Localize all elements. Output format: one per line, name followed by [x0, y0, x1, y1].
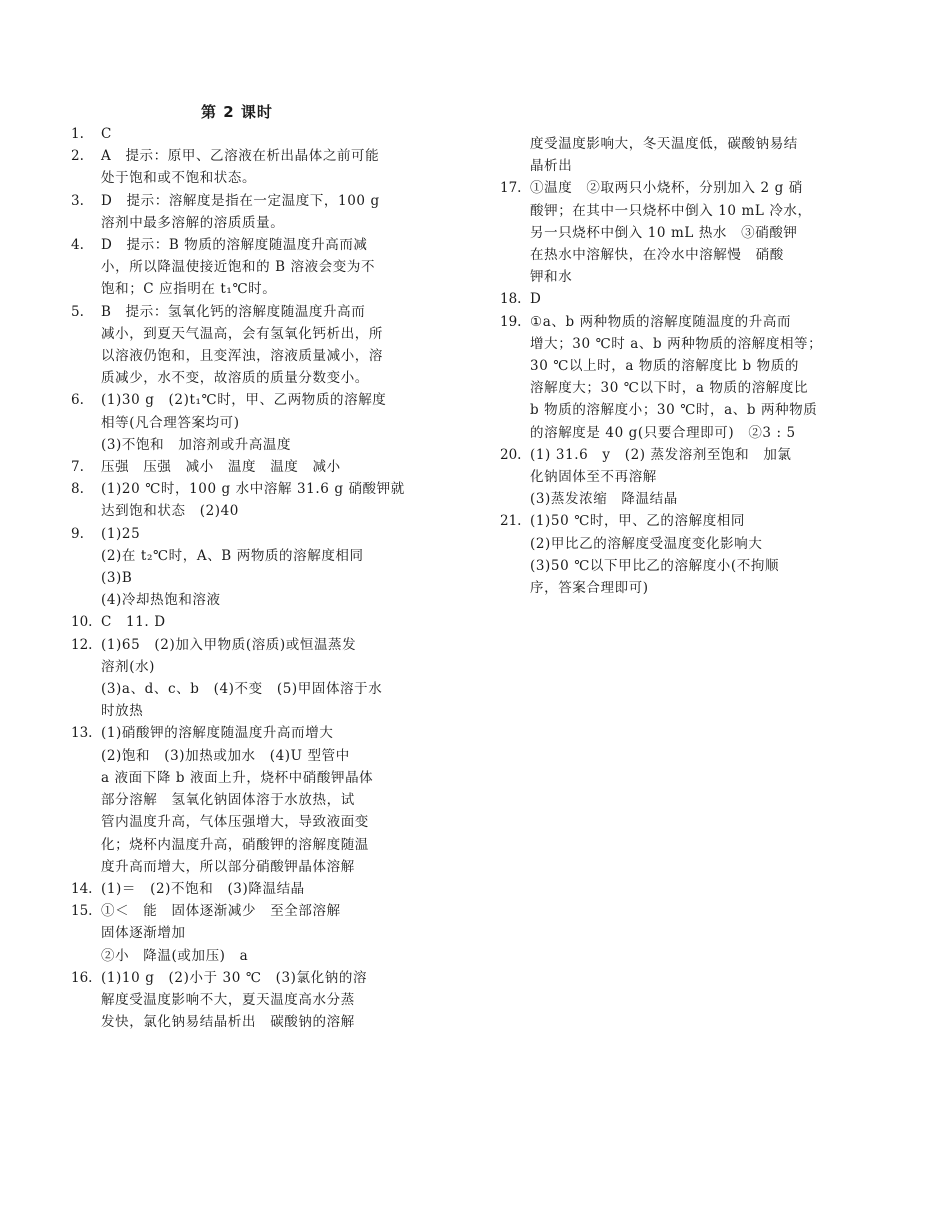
answer-item [500, 133, 820, 177]
answer-line: 处于饱和或不饱和状态。 [101, 170, 257, 187]
answer-number: 6. [71, 392, 84, 409]
answer-line: ①＜ 能 固体逐渐减少 至全部溶解 [101, 903, 341, 920]
answer-body [530, 311, 822, 444]
answer-number: 20. [500, 446, 522, 463]
answer-body [101, 389, 391, 456]
answer-body [530, 444, 820, 511]
answer-line: (1)硝酸钾的溶解度随温度升高而增大 [101, 725, 334, 742]
answer-line: B 提示：氢氧化钙的溶解度随温度升高而 [101, 303, 366, 320]
answer-line: (1)30 g (2)t₁℃时，甲、乙两物质的溶解度 [101, 392, 387, 409]
answer-line: D 提示：B 物质的溶解度随温度升高而减 [101, 237, 368, 254]
answer-number: 19. [500, 313, 522, 330]
answer-line: 饱和；C 应指明在 t₁℃时。 [101, 281, 277, 298]
answer-line: D [530, 291, 542, 308]
answer-line: (3)不饱和 加溶剂或升高温度 [101, 436, 292, 453]
answer-line: 以溶液仍饱和，且变浑浊，溶液质量减小，溶 [101, 348, 383, 365]
answer-item [71, 478, 405, 522]
answer-body [101, 190, 391, 234]
answer-line: 的溶解度是 40 g(只要合理即可) ②3 : 5 [530, 424, 796, 441]
answer-line: (1)10 g (2)小于 30 ℃ (3)氯化钠的溶 [101, 969, 368, 986]
answer-line: 化钠固体至不再溶解 [530, 469, 657, 486]
answer-number: 9. [71, 525, 84, 542]
answer-line: 部分溶解 氢氧化钠固体溶于水放热，试 [101, 792, 355, 809]
answer-line: 溶剂(水) [101, 658, 156, 675]
answer-line: (2)甲比乙的溶解度受温度变化影响大 [530, 535, 763, 552]
answer-line: 度升高而增大，所以部分硝酸钾晶体溶解 [101, 858, 355, 875]
answer-body [530, 177, 820, 288]
answer-line: 序，答案合理即可) [530, 580, 649, 597]
answer-body [101, 478, 405, 522]
answer-item [71, 301, 391, 390]
answer-item [71, 967, 391, 1034]
answer-line: (3)B [101, 570, 133, 587]
answer-body [101, 722, 391, 877]
answer-line: 解度受温度影响不大，夏天温度高水分蒸 [101, 991, 355, 1008]
answer-item [71, 389, 391, 456]
answer-line: (2)饱和 (3)加热或加水 (4)U 型管中 [101, 747, 350, 764]
answer-number: 2. [71, 148, 84, 165]
answer-body [101, 967, 391, 1034]
answer-line: ②小 降温(或加压) a [101, 947, 249, 964]
answer-line: (1)65 (2)加入甲物质(溶质)或恒温蒸发 [101, 636, 357, 653]
answer-body [101, 301, 391, 390]
answer-number: 5. [71, 303, 84, 320]
answer-line: a 液面下降 b 液面上升，烧杯中硝酸钾晶体 [101, 769, 374, 786]
answer-line: A 提示：原甲、乙溶液在析出晶体之前可能 [101, 148, 380, 165]
answer-number: 18. [500, 291, 522, 308]
answer-line: (3)50 ℃以下甲比乙的溶解度小(不拘顺 [530, 557, 780, 574]
answer-body [101, 878, 391, 900]
answer-item [500, 311, 823, 444]
answer-item [71, 190, 391, 234]
answer-line: (1)20 ℃时，100 g 水中溶解 31.6 g 硝酸钾就 [101, 481, 405, 498]
answer-body [530, 133, 820, 177]
answer-line: 固体逐渐增加 [101, 925, 186, 942]
answer-line: (3)蒸发浓缩 降温结晶 [530, 491, 678, 508]
answer-body [101, 145, 391, 189]
answer-number: 10. [71, 614, 93, 631]
answer-line: 质减少，水不变，故溶质的质量分数变小。 [101, 370, 369, 387]
answer-line: b 物质的溶解度小；30 ℃时，a、b 两种物质 [530, 402, 818, 419]
answer-item [71, 123, 391, 145]
answer-line: 溶剂中最多溶解的溶质质量。 [101, 214, 285, 231]
answer-line: 达到饱和状态 (2)40 [101, 503, 240, 520]
answer-number: 13. [71, 725, 93, 742]
answer-item [71, 722, 391, 877]
left-column [71, 123, 405, 1033]
section-title: 第 2 课时 [201, 103, 273, 121]
answer-line: 压强 压强 减小 温度 温度 减小 [101, 459, 341, 476]
answer-line: (2)在 t₂℃时，A、B 两物质的溶解度相同 [101, 547, 364, 564]
answer-number: 3. [71, 192, 84, 209]
answer-body [101, 456, 391, 478]
answer-line: 相等(凡合理答案均可) [101, 414, 240, 431]
answer-item [500, 177, 820, 288]
answer-line: (3)a、d、c、b (4)不变 (5)甲固体溶于水 [101, 681, 383, 698]
answer-line: 增大；30 ℃时 a、b 两种物质的溶解度相等； [530, 335, 823, 352]
answer-item [71, 234, 391, 301]
answer-item [71, 145, 391, 189]
answer-number: 17. [500, 180, 522, 197]
answer-body [530, 288, 820, 310]
answer-body [101, 234, 391, 301]
answer-line: (1)＝ (2)不饱和 (3)降温结晶 [101, 880, 305, 897]
answer-item [71, 900, 391, 967]
answer-body [530, 510, 820, 599]
answer-number: 21. [500, 513, 522, 530]
answer-body [101, 523, 391, 612]
answer-line: 晶析出 [530, 158, 573, 175]
answer-number: 14. [71, 880, 93, 897]
answer-line: (4)冷却热饱和溶液 [101, 592, 221, 609]
answer-line: C [101, 126, 112, 142]
answer-item [71, 523, 391, 612]
answer-line: ①a、b 两种物质的溶解度随温度的升高而 [530, 313, 792, 330]
answer-body [101, 634, 391, 723]
answer-line: 另一只烧杯中倒入 10 mL 热水 ③硝酸钾 [530, 224, 798, 241]
answer-number: 12. [71, 636, 93, 653]
answer-line: 减小，到夏天气温高，会有氢氧化钙析出，所 [101, 325, 383, 342]
right-column [500, 133, 823, 599]
answer-line: 小，所以降温使接近饱和的 B 溶液会变为不 [101, 259, 376, 276]
answer-line: 在热水中溶解快，在冷水中溶解慢 硝酸 [530, 247, 784, 264]
answer-number: 15. [71, 903, 93, 920]
answer-line: 化；烧杯内温度升高，硝酸钾的溶解度随温 [101, 836, 369, 853]
answer-number: 4. [71, 237, 84, 254]
answer-line: 发快，氯化钠易结晶析出 碳酸钠的溶解 [101, 1014, 355, 1031]
answer-item [500, 444, 820, 511]
answer-line: 时放热 [101, 703, 144, 720]
answer-line: 酸钾；在其中一只烧杯中倒入 10 mL 冷水， [530, 202, 812, 219]
answer-item [71, 634, 391, 723]
answer-line: ①温度 ②取两只小烧杯，分别加入 2 g 硝 [530, 180, 803, 197]
answer-item [71, 611, 391, 633]
answer-line: (1) 31.6 y (2) 蒸发溶剂至饱和 加氯 [530, 446, 792, 463]
answer-line: (1)25 [101, 525, 141, 542]
answer-line: (1)50 ℃时，甲、乙的溶解度相同 [530, 513, 745, 530]
answer-item [500, 288, 820, 310]
answer-line: 钾和水 [530, 269, 573, 286]
answer-body [101, 123, 391, 145]
answer-body [101, 611, 391, 633]
answer-line: 管内温度升高，气体压强增大，导致液面变 [101, 814, 369, 831]
answer-number: 7. [71, 459, 84, 476]
answer-item [71, 878, 391, 900]
answer-number: 16. [71, 969, 93, 986]
answer-line: 度受温度影响大，冬天温度低，碳酸钠易结 [530, 136, 798, 152]
answer-line: C 11. D [101, 614, 166, 631]
answer-line: D 提示：溶解度是指在一定温度下，100 g [101, 192, 380, 209]
answer-number: 8. [71, 481, 84, 498]
answer-item [71, 456, 391, 478]
answer-item [500, 510, 820, 599]
answer-line: 溶解度大；30 ℃以下时，a 物质的溶解度比 [530, 380, 809, 397]
answer-number: 1. [71, 126, 84, 142]
answer-body [101, 900, 391, 967]
answer-line: 30 ℃以上时，a 物质的溶解度比 b 物质的 [530, 358, 799, 375]
